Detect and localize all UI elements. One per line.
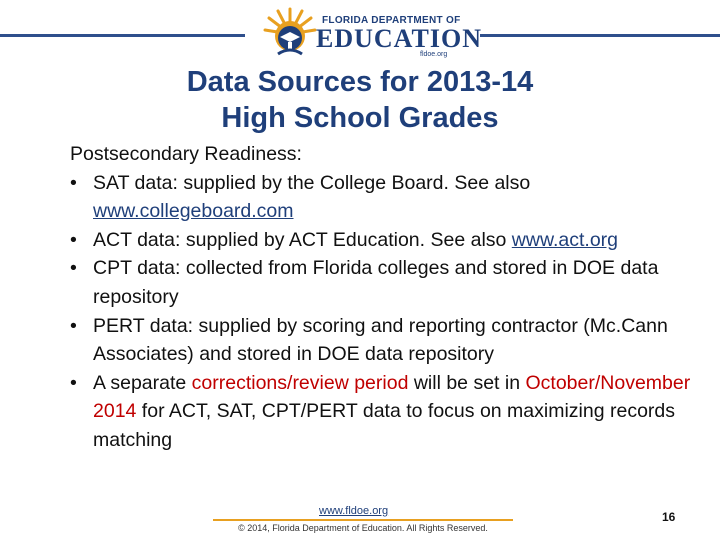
bullet-cpt: [70, 254, 700, 311]
title-line2: High School Grades: [221, 102, 499, 134]
copyright-text: © 2014, Florida Department of Education. All Rights Reserved.: [238, 523, 488, 533]
page-number: 16: [662, 510, 676, 524]
title-line1: Data Sources for 2013-14: [186, 66, 534, 98]
logo-line2: EDUCATION: [316, 24, 482, 53]
bullet-icon: •: [70, 371, 77, 394]
bullet-act: [70, 226, 700, 255]
fldoe-footer-link[interactable]: www.fldoe.org: [319, 505, 389, 517]
collegeboard-link[interactable]: www.collegeboard.com: [93, 200, 294, 223]
sun-emblem-icon: [262, 6, 318, 62]
highlight-date: October/November 2014: [93, 371, 691, 423]
bullet-text: ACT data: supplied by ACT Education. See also: [93, 228, 512, 251]
bullet-text-mid: will be set in: [408, 371, 526, 394]
bullet-corrections: [70, 369, 700, 455]
bullet-text: SAT data: supplied by the College Board. See also: [93, 171, 531, 194]
bullet-icon: •: [70, 257, 77, 280]
bullet-text: CPT data: collected from Florida colleges and stored in DOE data repository: [93, 257, 659, 308]
bullet-pert: [70, 312, 700, 369]
logo-line3: fldoe.org: [420, 51, 448, 58]
bullet-list: [70, 169, 700, 455]
bullet-text-post: for ACT, SAT, CPT/PERT data to focus on maximizing records matching: [93, 400, 676, 451]
footer-divider: [213, 519, 513, 521]
bullet-icon: •: [70, 228, 77, 251]
bullet-icon: •: [70, 314, 77, 337]
page-title: [0, 64, 720, 136]
header-rule-left: [0, 34, 245, 37]
section-lead: Postsecondary Readiness:: [70, 143, 302, 165]
bullet-icon: •: [70, 171, 77, 194]
bullet-text-pre: A separate: [93, 371, 192, 394]
slide-body: [70, 140, 700, 455]
highlight-corrections-period: corrections/review period: [191, 371, 409, 394]
header-rule-right: [480, 34, 720, 37]
bullet-text: PERT data: supplied by scoring and reporting contractor (Mc.Cann Associates) and stored in DOE data repository: [93, 314, 668, 366]
logo-line1: FLORIDA DEPARTMENT OF: [322, 15, 461, 26]
act-link[interactable]: www.act.org: [511, 228, 618, 251]
bullet-sat: [70, 169, 700, 226]
fldoe-logo: [262, 6, 482, 62]
